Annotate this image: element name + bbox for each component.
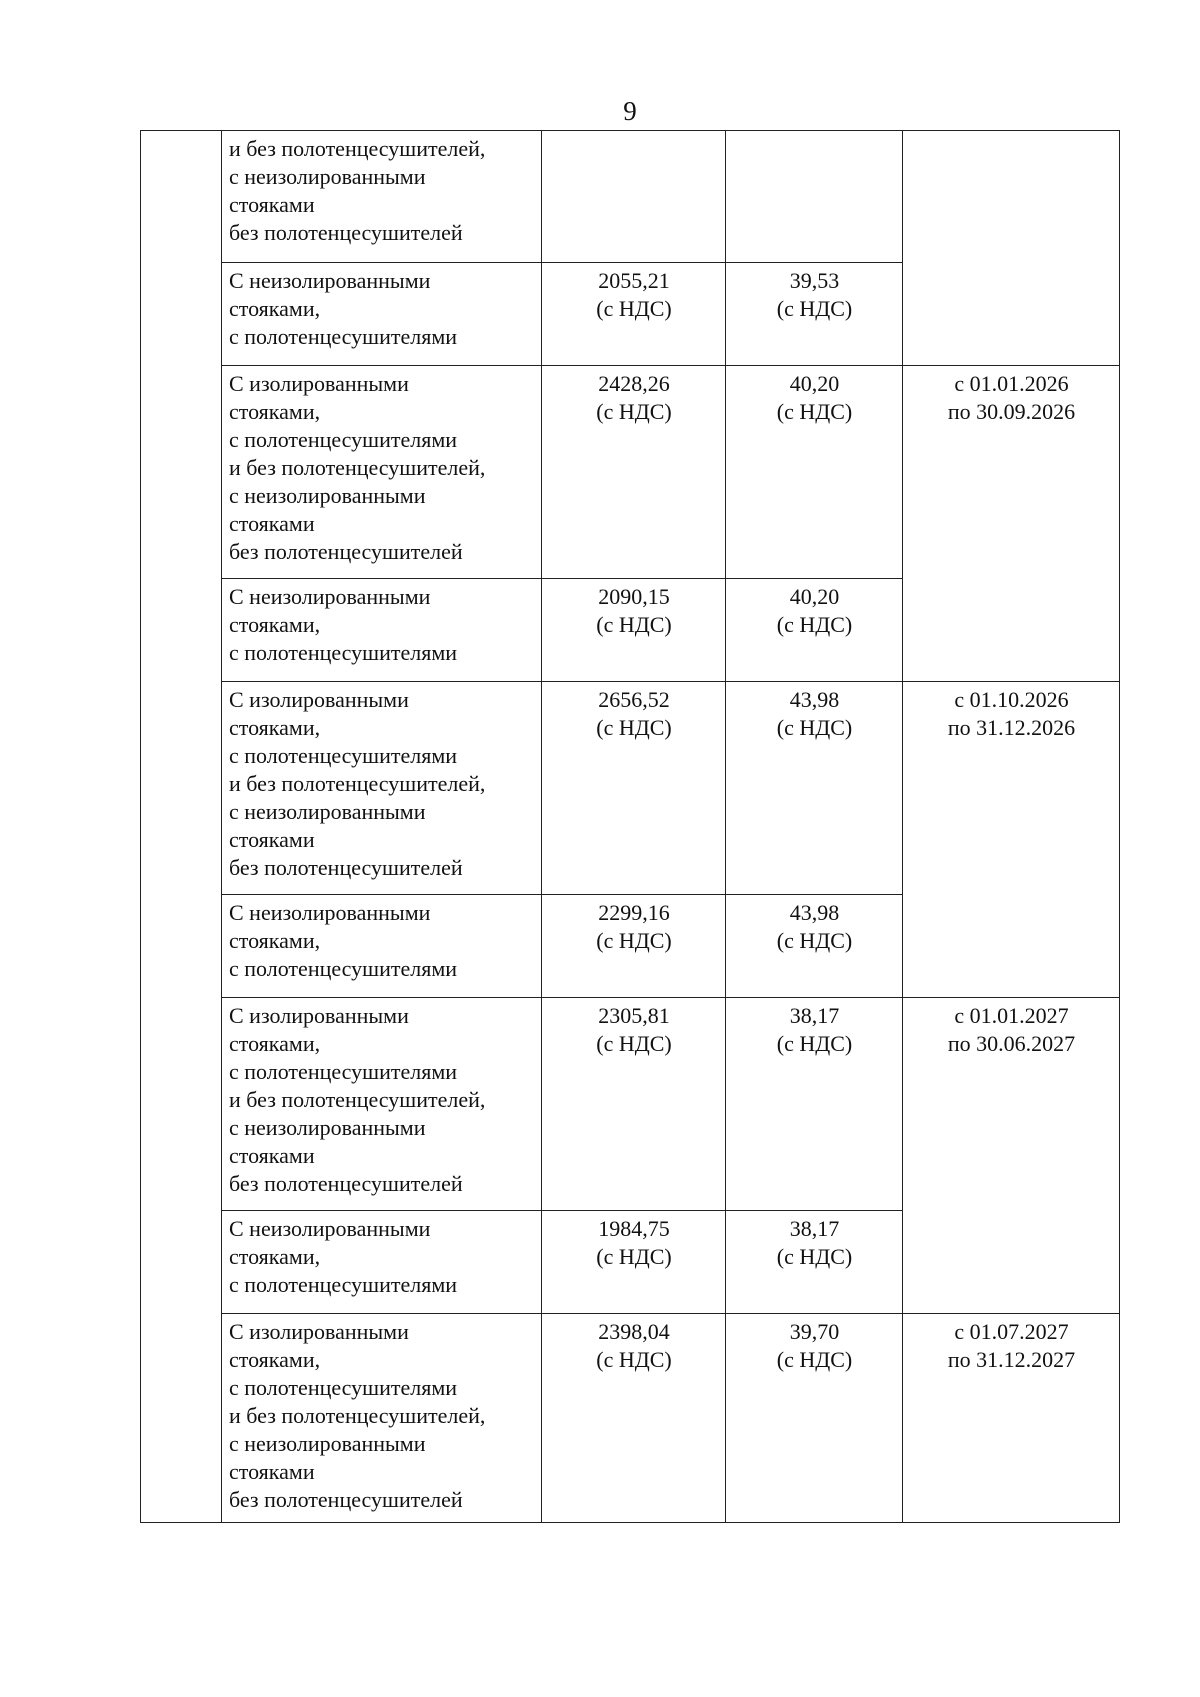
- page-number: 9: [623, 96, 637, 126]
- rate-cell: 38,17 (с НДС): [726, 998, 903, 1211]
- price-cell: 1984,75 (с НДС): [542, 1211, 726, 1314]
- description-cell: С неизолированными стояками, с полотенцесушителями: [222, 263, 542, 366]
- description-cell: С изолированными стояками, с полотенцесушителями и без полотенцесушителей, с неизолированными стояками без полотенцесушителей: [222, 366, 542, 579]
- tariff-table: [140, 130, 1120, 1523]
- table-row: [141, 366, 1120, 579]
- row-number-cell: [141, 131, 222, 1523]
- rate-cell: 39,53 (с НДС): [726, 263, 903, 366]
- description-cell: С изолированными стояками, с полотенцесушителями и без полотенцесушителей, с неизолированными стояками без полотенцесушителей: [222, 998, 542, 1211]
- description-cell: С неизолированными стояками, с полотенцесушителями: [222, 1211, 542, 1314]
- table-row: [141, 682, 1120, 895]
- price-cell: [542, 131, 726, 263]
- table-row: [141, 1314, 1120, 1523]
- rate-cell: 39,70 (с НДС): [726, 1314, 903, 1523]
- description-cell: и без полотенцесушителей, с неизолированными стояками без полотенцесушителей: [222, 131, 542, 263]
- price-cell: 2090,15 (с НДС): [542, 579, 726, 682]
- price-cell: 2055,21 (с НДС): [542, 263, 726, 366]
- price-cell: 2398,04 (с НДС): [542, 1314, 726, 1523]
- table-row: [141, 998, 1120, 1211]
- price-cell: 2299,16 (с НДС): [542, 895, 726, 998]
- period-cell: [903, 131, 1120, 366]
- price-cell: 2428,26 (с НДС): [542, 366, 726, 579]
- rate-cell: 40,20 (с НДС): [726, 579, 903, 682]
- price-cell: 2305,81 (с НДС): [542, 998, 726, 1211]
- period-cell: с 01.07.2027 по 31.12.2027: [903, 1314, 1120, 1523]
- period-cell: с 01.01.2026 по 30.09.2026: [903, 366, 1120, 682]
- table-row: [141, 131, 1120, 263]
- rate-cell: 38,17 (с НДС): [726, 1211, 903, 1314]
- rate-cell: 40,20 (с НДС): [726, 366, 903, 579]
- rate-cell: 43,98 (с НДС): [726, 682, 903, 895]
- period-cell: с 01.10.2026 по 31.12.2026: [903, 682, 1120, 998]
- description-cell: С изолированными стояками, с полотенцесушителями и без полотенцесушителей, с неизолированными стояками без полотенцесушителей: [222, 682, 542, 895]
- period-cell: с 01.01.2027 по 30.06.2027: [903, 998, 1120, 1314]
- rate-cell: 43,98 (с НДС): [726, 895, 903, 998]
- description-cell: С неизолированными стояками, с полотенцесушителями: [222, 579, 542, 682]
- price-cell: 2656,52 (с НДС): [542, 682, 726, 895]
- description-cell: С неизолированными стояками, с полотенцесушителями: [222, 895, 542, 998]
- description-cell: С изолированными стояками, с полотенцесушителями и без полотенцесушителей, с неизолированными стояками без полотенцесушителей: [222, 1314, 542, 1523]
- rate-cell: [726, 131, 903, 263]
